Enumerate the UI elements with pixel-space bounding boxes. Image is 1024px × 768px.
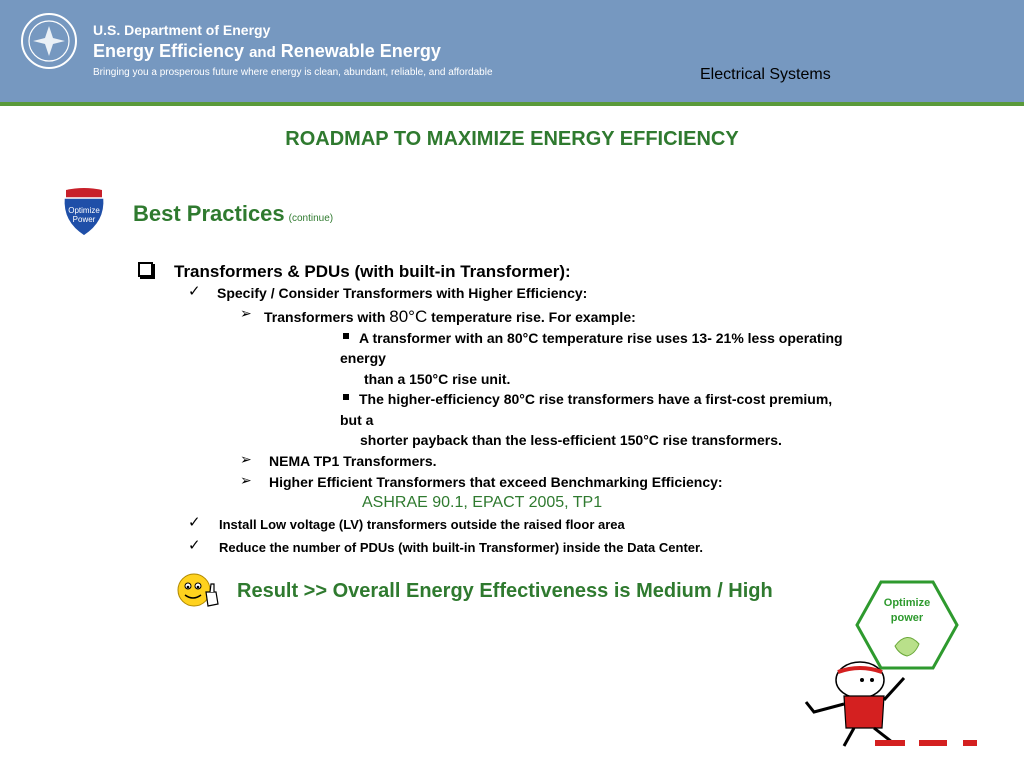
checkmark-icon: ✓ xyxy=(188,283,201,300)
item-higher-efficient: Higher Efficient Transformers that exceed Benchmarking Efficiency: xyxy=(269,474,723,490)
item-nema-tp1: NEMA TP1 Transformers. xyxy=(269,453,437,469)
item-transformers-80c: Transformers with 80°C temperature rise. For example: xyxy=(264,307,636,326)
sign-label-2: power xyxy=(890,612,924,624)
result-statement: Result >> Overall Energy Effectiveness is Medium / High xyxy=(237,580,773,602)
item-reduce-pdus: Reduce the number of PDUs (with built-in Transformer) inside the Data Center. xyxy=(219,540,703,555)
shield-label-2: Power xyxy=(72,215,96,224)
arrow-bullet-icon: ➢ xyxy=(240,451,252,467)
thumbs-up-smiley-icon xyxy=(176,570,222,610)
sign-label-1: Optimize xyxy=(883,597,931,609)
square-bullet-icon xyxy=(138,262,153,277)
item-80c-savings-cont: energy xyxy=(340,350,386,366)
checkmark-icon: ✓ xyxy=(188,537,201,554)
item-first-cost-premium-cont: but a xyxy=(340,412,374,428)
shield-label-1: Optimize xyxy=(68,206,100,215)
square-bullet-icon xyxy=(343,333,349,339)
header-banner xyxy=(0,0,1024,102)
tagline: Bringing you a prosperous future where energy is clean, abundant, reliable, and affordable xyxy=(93,67,493,78)
page-title: ROADMAP TO MAXIMIZE ENERGY EFFICIENCY xyxy=(285,128,739,150)
optimize-power-shield-icon xyxy=(60,188,108,238)
org-name: U.S. Department of Energy xyxy=(93,22,271,38)
header-divider xyxy=(0,102,1024,106)
section-heading: Best Practices (continue) xyxy=(133,201,334,226)
checkmark-icon: ✓ xyxy=(188,514,201,531)
item-transformers-pdus: Transformers & PDUs (with built-in Transformer): xyxy=(174,262,571,281)
item-first-cost-premium: The higher-efficiency 80°C rise transformers have a first-cost premium, xyxy=(359,391,833,407)
item-install-lv: Install Low voltage (LV) transformers outside the raised floor area xyxy=(219,517,625,532)
item-80c-savings: A transformer with an 80°C temperature rise uses 13- 21% less operating xyxy=(359,330,843,346)
item-specify-transformers: Specify / Consider Transformers with Higher Efficiency: xyxy=(217,285,588,301)
office-name: Energy Efficiency and Renewable Energy xyxy=(93,41,441,61)
square-bullet-icon xyxy=(343,394,349,400)
runner-mascot-icon xyxy=(800,650,920,750)
doe-seal-icon xyxy=(20,12,78,70)
arrow-bullet-icon: ➢ xyxy=(240,472,252,488)
item-first-cost-premium-cont2: shorter payback than the less-efficient 150°C rise transformers. xyxy=(360,432,782,448)
item-80c-savings-cont2: than a 150°C rise unit. xyxy=(364,371,511,387)
section-title: Electrical Systems xyxy=(700,66,831,83)
road-dashes-icon xyxy=(875,738,985,748)
arrow-bullet-icon: ➢ xyxy=(240,305,252,321)
standards-list: ASHRAE 90.1, EPACT 2005, TP1 xyxy=(362,494,603,511)
